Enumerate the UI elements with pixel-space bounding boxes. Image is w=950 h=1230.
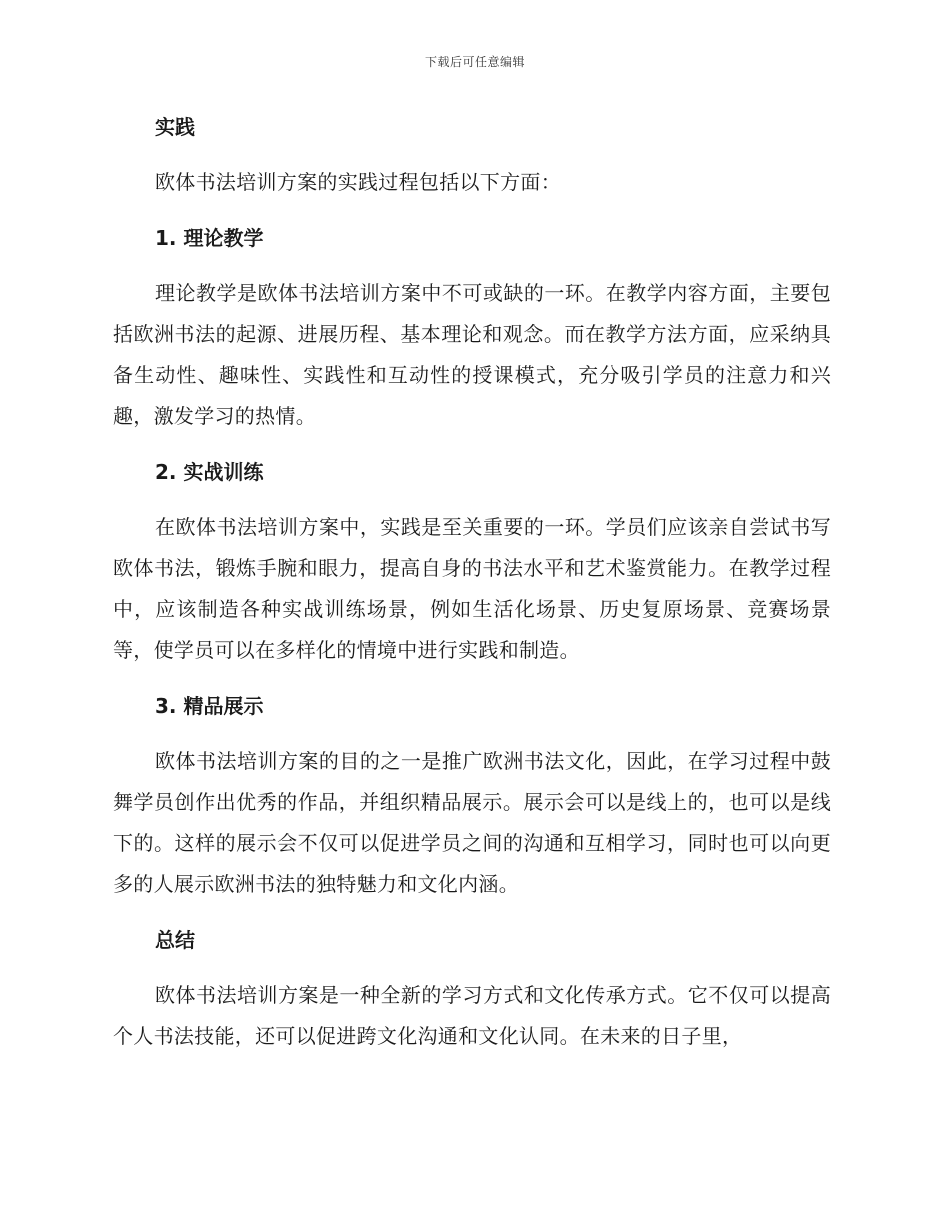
section-heading-practice: 实践	[155, 115, 195, 139]
paragraph-theory: 理论教学是欧体书法培训方案中不可或缺的一环。在教学内容方面，主要包括欧洲书法的起源、进展历程、基本理论和观念。而在教学方法方面，应采纳具备生动性、趣味性、实践性和互动性的授课模式，充分吸引学员的注意力和兴趣，激发学习的热情。	[113, 281, 831, 428]
section-heading-theory: 1. 理论教学	[155, 226, 264, 250]
paragraph-training: 在欧体书法培训方案中，实践是至关重要的一环。学员们应该亲自尝试书写欧体书法，锻炼手腕和眼力，提高自身的书法水平和艺术鉴赏能力。在教学过程中，应该制造各种实战训练场景，例如生活化场景、历史复原场景、竞赛场景等，使学员可以在多样化的情境中进行实践和制造。	[113, 515, 831, 662]
section-heading-showcase: 3. 精品展示	[155, 694, 264, 718]
page-header: 下载后可任意编辑	[424, 55, 525, 69]
section-heading-summary: 总结	[155, 928, 195, 952]
paragraph-summary: 欧体书法培训方案是一种全新的学习方式和文化传承方式。它不仅可以提高个人书法技能，还可以促进跨文化沟通和文化认同。在未来的日子里，	[113, 983, 831, 1048]
section-heading-training: 2. 实战训练	[155, 460, 264, 484]
paragraph-showcase: 欧体书法培训方案的目的之一是推广欧洲书法文化，因此，在学习过程中鼓舞学员创作出优秀的作品，并组织精品展示。展示会可以是线上的，也可以是线下的。这样的展示会不仅可以促进学员之间的沟通和互相学习，同时也可以向更多的人展示欧洲书法的独特魅力和文化内涵。	[113, 749, 831, 896]
document-body	[113, 106, 831, 1071]
paragraph-practice-intro: 欧体书法培训方案的实践过程包括以下方面：	[155, 170, 561, 194]
